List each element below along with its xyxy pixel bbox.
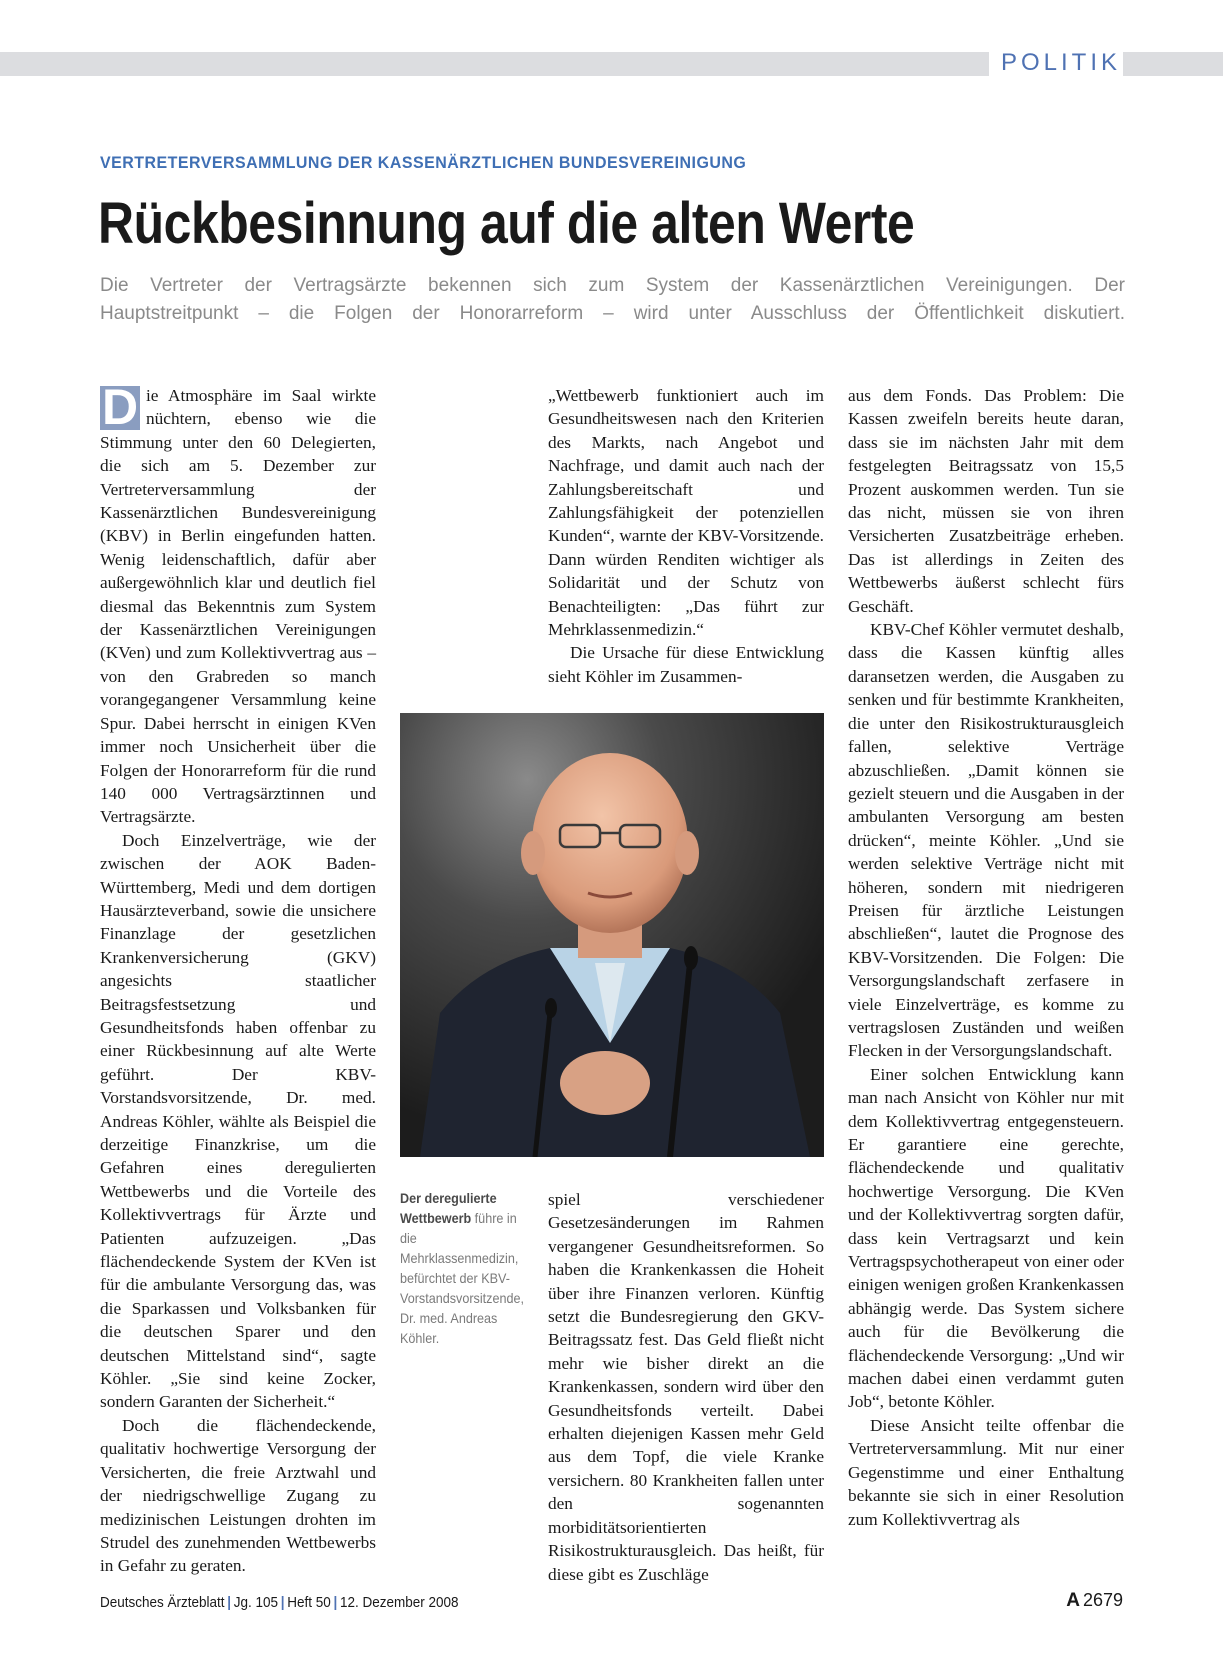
caption-text: führe in die Mehrklassenmedizin, befürchtet der KBV-Vorstandsvorsitzende, Dr. med. Andreas Köhler.	[400, 1210, 524, 1346]
article-photo	[400, 713, 824, 1157]
paragraph: Doch die flächendeckende, qualitativ hochwertige Versorgung der Versicherten, die freie Arztwahl und der niedrigschwellige Zugang zu medizinischen Leistungen drohten im Strudel des zunehmenden Wettbewerbs in Gefahr zu geraten.	[100, 1415, 376, 1576]
paragraph: Diese Ansicht teilte offenbar die Vertreterversammlung. Mit nur einer Gegenstimme und einer Enthaltung bekannte sie sich in einer Resolution zum Kollektivvertrag als	[848, 1415, 1124, 1529]
issue: Heft 50	[287, 1594, 331, 1611]
speaker-photo-illustration	[400, 713, 824, 1157]
footer-citation: Deutsches Ärzteblatt | Jg. 105 | Heft 50 | 12. Dezember 2008	[100, 1594, 459, 1611]
column-2-bottom	[548, 1188, 824, 1586]
paragraph: spiel verschiedener Gesetzesänderungen im Rahmen vergangener Gesundheitsreformen. So haben die Krankenkassen die Hoheit über ihre Finanzen verloren. Künftig setzt die Bundesregierung den GKV-Beitragssatz fest. Das Geld fließt nicht mehr wie bisher direkt an die Krankenkassen, sondern wird über den Gesundheitsfonds verteilt. Dabei erhalten diejenigen Kassen mehr Geld aus dem Topf, die viele Kranke versichern. 80 Krankheiten fallen unter den sogenannten morbiditätsorientierten Risikostrukturausgleich. Das heißt, für diese gibt es Zuschläge	[548, 1190, 824, 1584]
volume: Jg. 105	[233, 1594, 279, 1611]
page-number-value: 2679	[1082, 1590, 1123, 1610]
deck-line: Die Vertreter der Vertragsärzte bekennen sich zum System der Kassenärztlichen Vereinigungen. Der	[100, 275, 1125, 296]
paragraph: KBV-Chef Köhler vermutet deshalb, dass die Kassen künftig alles daransetzen werden, die Ausgaben zu senken und für bestimmte Krankheiten, die unter den Risikostrukturausgleich fallen, selektive Verträge abzuschließen. „Damit können sie gezielt steuern und die Ausgaben in der ambulanten Versorgung am besten drücken“, meinte Köhler. „Und sie werden selektive Verträge nicht mit höheren, sondern mit niedrigeren Preisen für ärztliche Leistungen abschließen“, lautet die Prognose des KBV-Vorsitzenden. Die Folgen: Die Versorgungslandschaft zerfasere in viele Einzelverträge, es komme zu vertragslosen Zuständen und weißen Flecken in der Versorgungslandschaft.	[848, 620, 1124, 1061]
photo-caption	[400, 1188, 524, 1348]
column-3	[848, 384, 1124, 1531]
article-kicker: VERTRETERVERSAMMLUNG DER KASSENÄRZTLICHEN BUNDESVEREINIGUNG	[100, 153, 747, 172]
article-deck	[100, 272, 1125, 328]
deck-line: Hauptstreitpunkt – die Folgen der Honorarreform – wird unter Ausschluss der Öffentlichkeit diskutiert.	[100, 303, 1125, 324]
page-prefix: A	[1066, 1590, 1080, 1611]
article-title: Rückbesinnung auf die alten Werte	[98, 191, 915, 256]
paragraph: D ie Atmosphäre im Saal wirkte nüchtern, ebenso wie die Stimmung unter den 60 Delegierten, die sich am 5. Dezember zur Vertreterversammlung der Kassenärztlichen Bundesvereinigung (KBV) in Berlin eingefunden hatten. Wenig leidenschaftlich, dafür aber außergewöhnlich klar und deutlich fiel diesmal das Bekenntnis zum System der Kassenärztlichen Vereinigungen (KVen) und zum Kollektivvertrag aus – von den Grabreden so manch vorangegangener Versammlung keine Spur. Dabei herrscht in einigen KVen immer noch Unsicherheit über die Folgen der Honorarreform für die rund 140 000 Vertragsärztinnen und Vertragsärzte.	[100, 379, 376, 827]
page-number	[1066, 1590, 1123, 1612]
column-2-top	[548, 384, 824, 688]
caption-bold: Der deregulierte Wettbewerb	[400, 1190, 497, 1226]
paragraph: „Wettbewerb funktioniert auch im Gesundheitswesen nach den Kriterien des Markts, nach Angebot und Nachfrage, und damit auch nach der Zahlungsbereitschaft und Zahlungsfähigkeit der potenziellen Kunden“, warnte der KBV-Vorsitzende. Dann würden Renditen wichtiger als Solidarität und der Schutz von Benachteiligten: „Das führt zur Mehrklassenmedizin.“	[548, 386, 824, 640]
paragraph: Doch Einzelverträge, wie der zwischen der AOK Baden-Württemberg, Medi und dem dortigen Hausärzteverband, sowie die unsichere Finanzlage der gesetzlichen Krankenversicherung (GKV) angesichts staatlicher Beitragsfestsetzung und Gesundheitsfonds haben offenbar zu einer Rückbesinnung auf alte Werte geführt. Der KBV-Vorstandsvorsitzende, Dr. med. Andreas Köhler, wählte als Beispiel die derzeitige Finanzkrise, um die Gefahren eines deregulierten Wettbewerbs und die Vorteile des Kollektivvertrags für Ärzte und Patienten aufzuzeigen. „Das flächendeckende System der KVen ist für die ambulante Versorgung das, was die Sparkassen und Volksbanken für die deutschen Sparer und den deutschen Mittelstand sind“, sagte Köhler. „Sie sind keine Zocker, sondern Garanten der Sicherheit.“	[100, 830, 376, 1412]
section-label: POLITIK	[989, 48, 1123, 78]
journal-name: Deutsches Ärzteblatt	[100, 1594, 225, 1611]
drop-cap: D	[101, 379, 139, 435]
issue-date: 12. Dezember 2008	[339, 1594, 459, 1611]
paragraph: Die Ursache für diese Entwicklung sieht Köhler im Zusammen-	[548, 643, 824, 686]
paragraph: Einer solchen Entwicklung kann man nach Ansicht von Köhler nur mit dem Kollektivvertrag entgegensteuern. Er garantiere eine gerechte, flächendeckende und qualitativ hochwertige Versorgung. Die KVen und der Kollektivvertrag sorgten dafür, dass kein Vertragsarzt und kein Vertragspsychotherapeut von einer oder einigen wenigen großen Krankenkassen abhängig werde. Das System sichere auch für die Bevölkerung die flächendeckende Versorgung: „Und wir machen dabei einen verdammt guten Job“, betonte Köhler.	[848, 1064, 1124, 1412]
paragraph: aus dem Fonds. Das Problem: Die Kassen zweifeln bereits heute daran, dass sie im nächsten Jahr mit dem festgelegten Beitragssatz von 15,5 Prozent auskommen werden. Tun sie das nicht, müssen sie von ihren Versicherten Zusatzbeiträge erheben. Das ist allerdings in Zeiten des Wettbewerbs äußerst schlecht fürs Geschäft.	[848, 386, 1124, 616]
column-1	[100, 379, 376, 1578]
